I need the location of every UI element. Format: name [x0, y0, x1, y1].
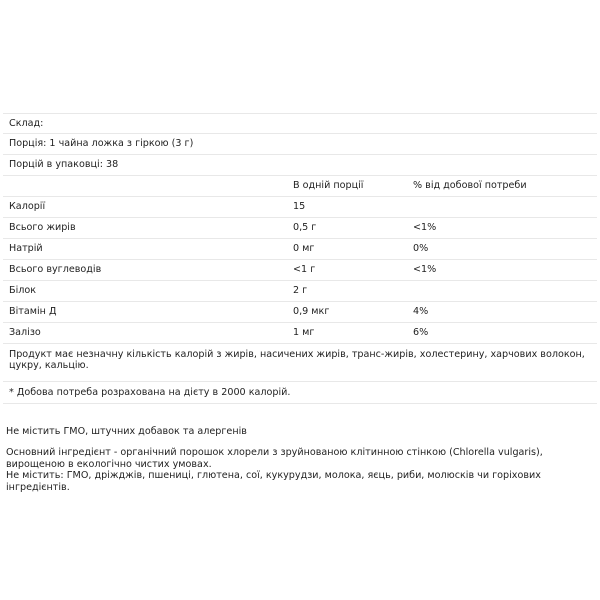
nutrient-amount: <1 г — [293, 264, 316, 276]
nutrient-name: Вітамін Д — [9, 306, 57, 318]
header-per-serving: В одній порції — [293, 180, 364, 192]
composition-heading: Склад: — [9, 117, 44, 129]
servings-per-pack: Порцій в упаковці: 38 — [9, 159, 119, 171]
nutrient-amount: 1 мг — [293, 327, 315, 339]
header-daily-value: % від добової потреби — [413, 180, 527, 192]
nutrition-facts-panel — [3, 113, 597, 404]
table-row — [3, 260, 597, 281]
nutrient-name: Всього вуглеводів — [9, 264, 102, 276]
daily-value-footnote-text: * Добова потреба розрахована на дієту в 2000 калорій. — [9, 387, 291, 398]
composition-heading-row — [3, 113, 597, 134]
free-from-text: Не містить: ГМО, дріжджів, пшениці, глютена, сої, кукурудзи, молока, яєць, риби, молюсків чи горіхових інгредієнтів. — [6, 470, 541, 493]
table-header-row — [3, 176, 597, 197]
nutrient-daily-value: <1% — [413, 264, 437, 276]
no-gmo-text: Не містить ГМО, штучних добавок та алергенів — [6, 426, 247, 437]
table-row — [3, 323, 597, 344]
nutrient-daily-value: 0% — [413, 243, 429, 255]
table-row — [3, 239, 597, 260]
nutrient-name: Залізо — [9, 327, 41, 339]
nutrient-amount: 2 г — [293, 285, 308, 297]
nutrient-name: Всього жирів — [9, 222, 76, 234]
ingredients-block — [6, 447, 596, 493]
table-row — [3, 302, 597, 323]
nutrient-amount: 0,5 г — [293, 222, 317, 234]
table-row — [3, 197, 597, 218]
insignificant-note — [3, 344, 597, 382]
nutrient-amount: 0 мг — [293, 243, 315, 255]
no-gmo-statement — [6, 426, 596, 438]
table-row — [3, 281, 597, 302]
nutrient-amount: 0,9 мкг — [293, 306, 330, 318]
serving-size: Порція: 1 чайна ложка з гіркою (3 г) — [9, 138, 194, 150]
nutrient-name: Калорії — [9, 201, 46, 213]
nutrient-amount: 15 — [293, 201, 306, 213]
insignificant-note-text: Продукт має незначну кількість калорій з жирів, насичених жирів, транс-жирів, холестерину, харчових волокон, цукру, кальцію. — [9, 349, 585, 372]
serving-size-row — [3, 134, 597, 155]
nutrient-daily-value: <1% — [413, 222, 437, 234]
table-row — [3, 218, 597, 239]
nutrient-name: Натрій — [9, 243, 43, 255]
nutrient-name: Білок — [9, 285, 37, 297]
main-ingredient-text: Основний інгредієнт - органічний порошок хлорели з зруйнованою клітинною стінкою (Chlorella vulgaris), вирощеною в екологічно чистих умовах. — [6, 447, 543, 470]
nutrient-daily-value: 6% — [413, 327, 429, 339]
servings-per-pack-row — [3, 155, 597, 176]
daily-value-footnote — [3, 382, 597, 404]
nutrient-daily-value: 4% — [413, 306, 429, 318]
